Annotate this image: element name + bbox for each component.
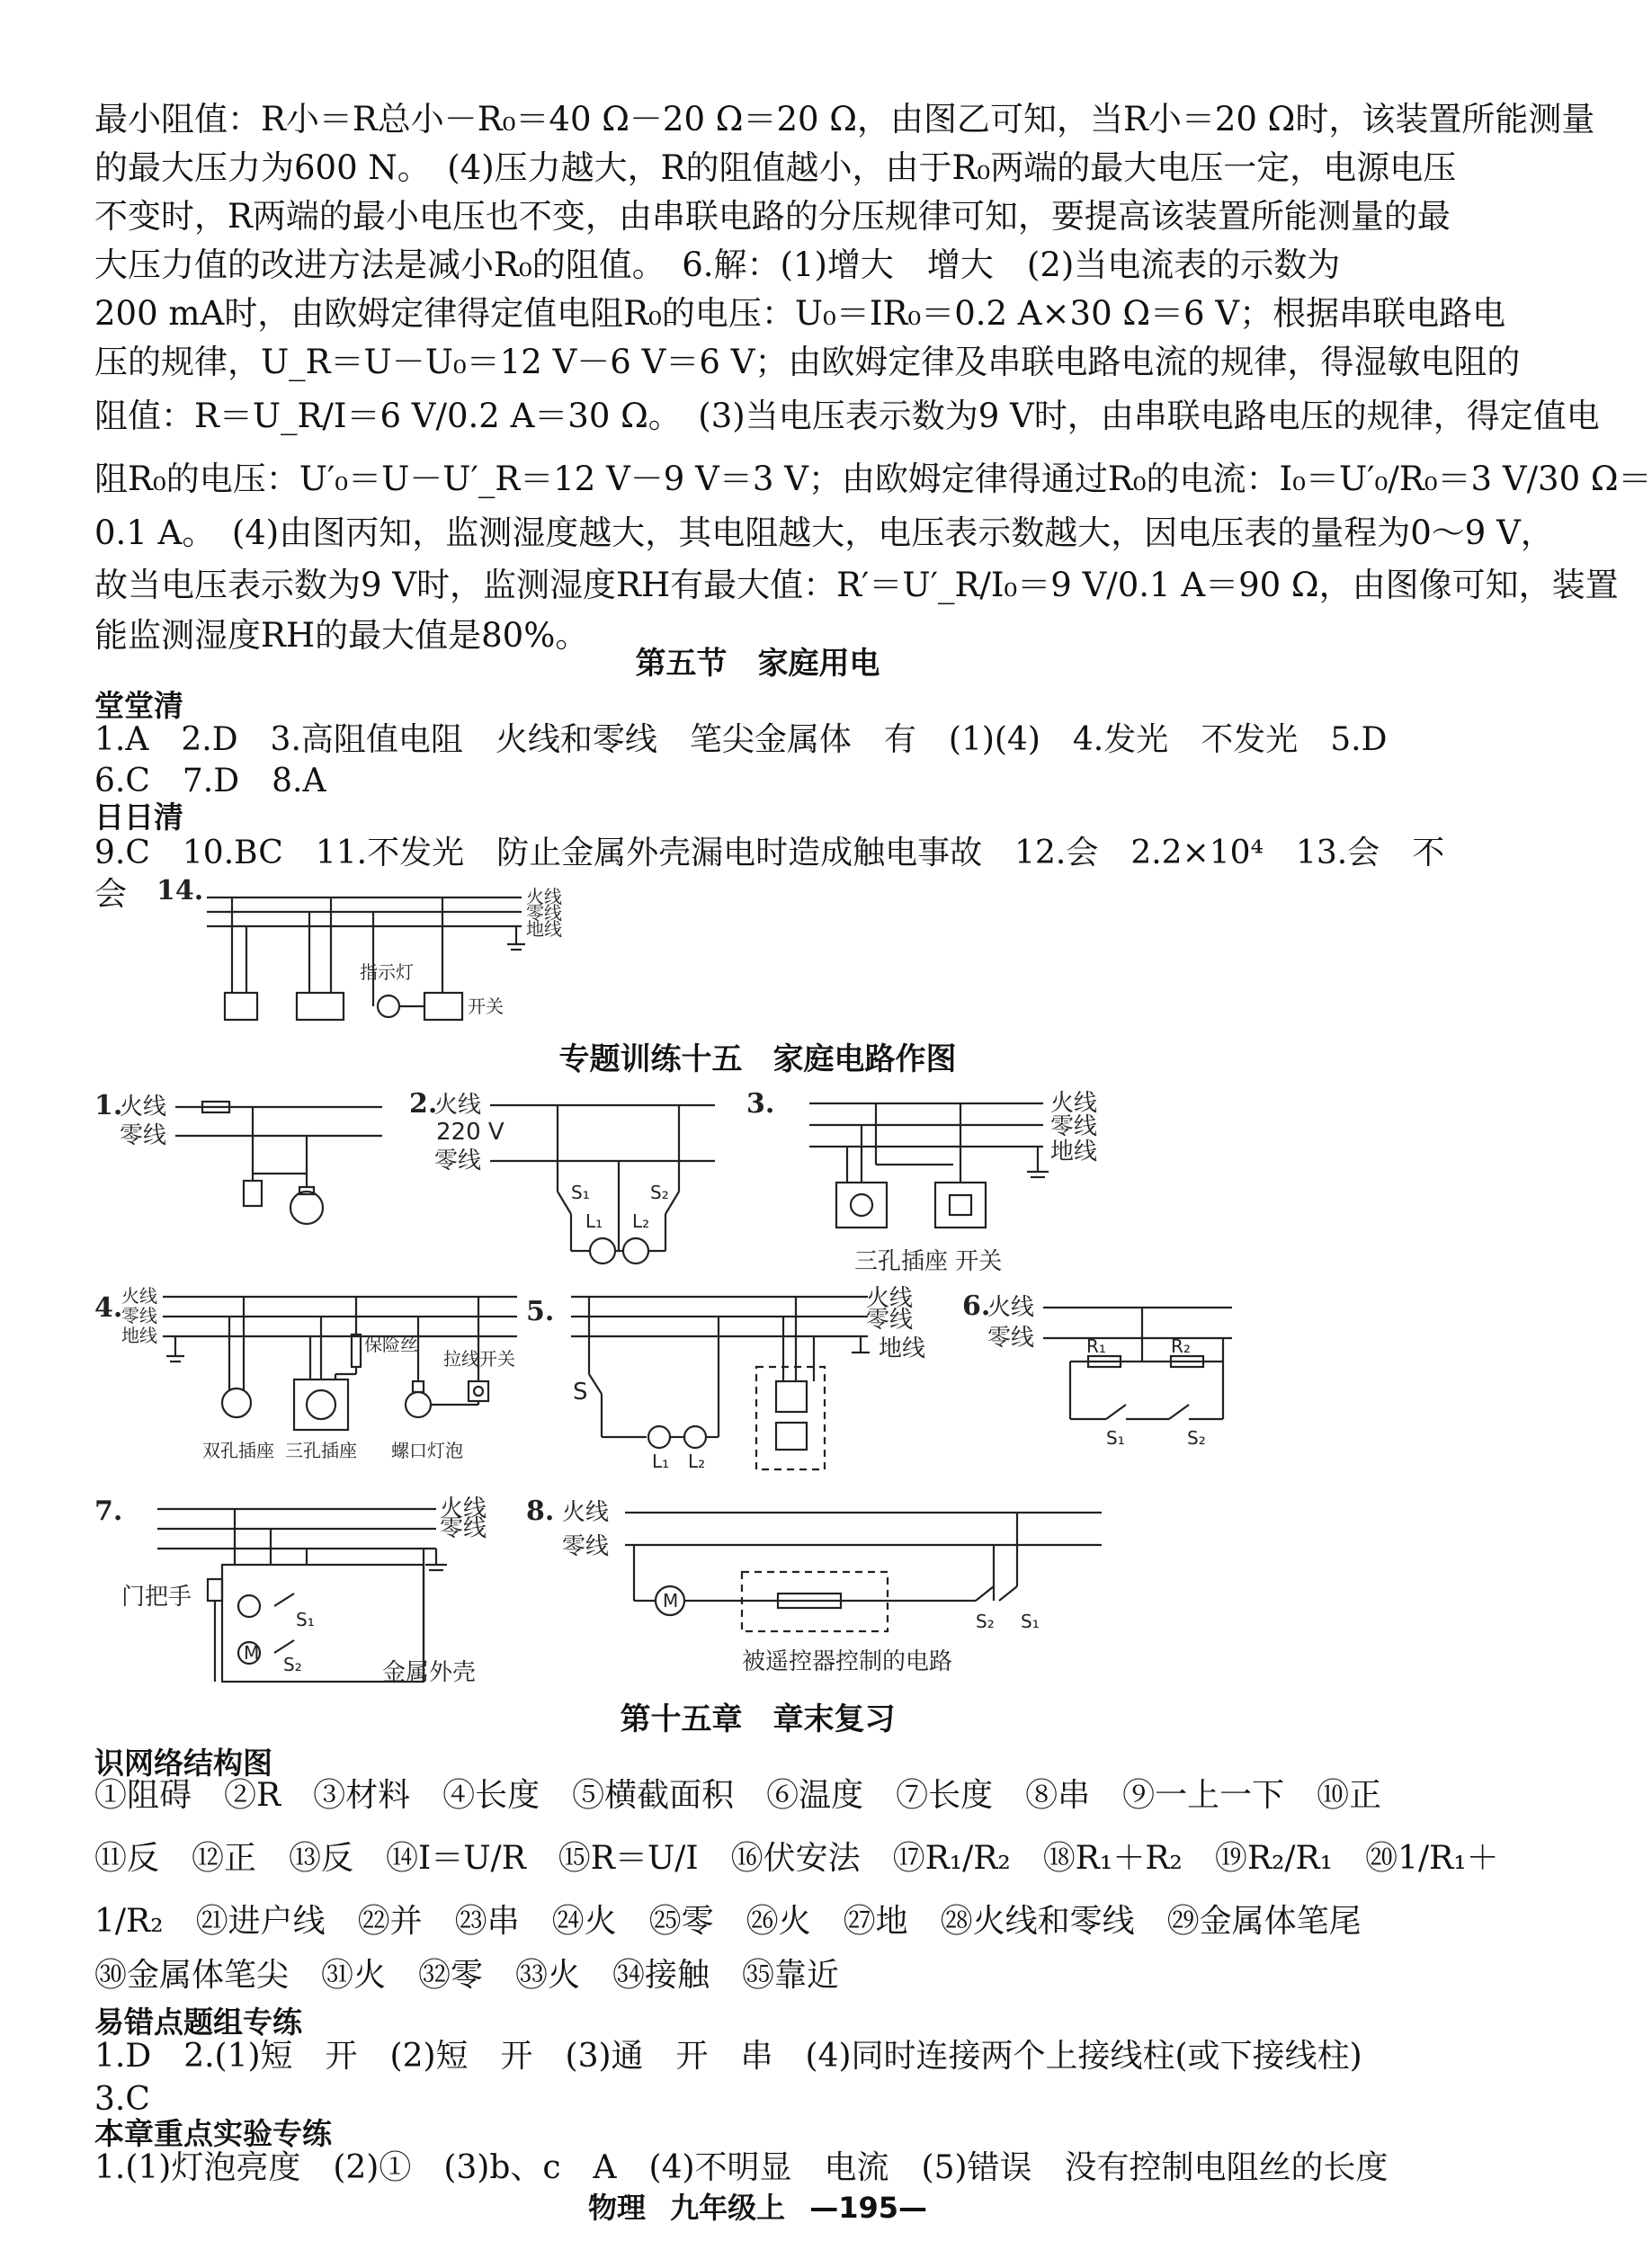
solution-line: 阻值：R＝U_R/I＝6 V/0.2 A＝30 Ω。 (3)当电压表示数为9 V时，由串联电路电压的规律，得定值电 — [94, 397, 1600, 435]
diagram-number: 6. — [962, 1290, 991, 1322]
circuit-diagram-6 — [962, 1284, 1250, 1482]
solution-line: 200 mA时，由欧姆定律得定值电阻R₀的电压：U₀＝IR₀＝0.2 A×30 Ω＝6 V；根据串联电路电 — [94, 294, 1506, 333]
caption-screw-bulb: 螺口灯泡 — [391, 1440, 463, 1461]
page-footer — [0, 2185, 1515, 2227]
diagram-number: 8. — [526, 1496, 555, 1527]
fire-wire-label: 火线 — [434, 1092, 482, 1119]
motor-label: M — [663, 1590, 679, 1612]
fire-wire-label: 火线 — [121, 1285, 157, 1307]
lamp-l1-label: L₁ — [585, 1210, 603, 1232]
ground-wire-label: 地线 — [526, 918, 562, 940]
zero-wire-label: 零线 — [562, 1533, 610, 1560]
diagram-number: 2. — [409, 1088, 438, 1120]
resistor-r2-label: R₂ — [1171, 1335, 1191, 1357]
section-title: 第五节 家庭用电 — [635, 646, 880, 682]
answer-line: 9.C 10.BC 11.不发光 防止金属外壳漏电时造成触电事故 12.会 2.2×10⁴ 13.会 不 — [94, 835, 1445, 871]
voltage-label: 220 V — [436, 1119, 505, 1146]
switch-s1-label: S₁ — [571, 1182, 590, 1203]
fire-wire-label: 火线 — [120, 1094, 167, 1121]
solution-line: 大压力值的改进方法是减小R₀的阻值。 6.解：(1)增大 增大 (2)当电流表的示数为 — [94, 246, 1341, 284]
page-number: —195— — [809, 2191, 928, 2225]
subsection-label: 易错点题组专练 — [94, 2004, 302, 2040]
solution-line: 阻R₀的电压：U′₀＝U－U′_R＝12 V－9 V＝3 V；由欧姆定律得通过R₀的电流：I₀＝U′₀/R₀＝3 V/30 Ω＝ — [94, 460, 1652, 498]
subsection-label: 堂堂清 — [94, 688, 183, 723]
zero-wire-label: 零线 — [121, 1305, 157, 1326]
indicator-label: 指示灯 — [360, 961, 414, 983]
section-title: 第十五章 章末复习 — [620, 1701, 896, 1737]
ground-wire-label: 地线 — [121, 1325, 157, 1346]
switch-s2-label: S₂ — [1187, 1427, 1206, 1449]
switch-s2-label: S₂ — [650, 1182, 669, 1203]
motor-label: M — [244, 1642, 260, 1664]
fire-wire-label: 火线 — [440, 1496, 487, 1522]
diagram-caption: 三孔插座 开关 — [854, 1248, 1003, 1275]
answer-line: ⑪反 ⑫正 ⑬反 ⑭I＝U/R ⑮R＝U/I ⑯伏安法 ⑰R₁/R₂ ⑱R₁＋R₂ ⑲R₂/R₁ ⑳1/R₁＋ — [94, 1840, 1499, 1877]
solution-line: 不变时，R两端的最小电压也不变，由串联电路的分压规律可知，要提高该装置所能测量的最 — [94, 197, 1451, 236]
solution-line: 能监测湿度RH的最大值是80%。 — [94, 616, 589, 655]
diagram-number: 14. — [156, 875, 204, 906]
circuit-diagram-14 — [153, 871, 621, 1032]
answer-line: 会 — [94, 876, 128, 913]
fire-wire-label: 火线 — [562, 1499, 610, 1526]
zero-wire-label: 零线 — [434, 1147, 482, 1174]
circuit-diagram-3 — [746, 1084, 1142, 1281]
circuit-diagram-7 — [94, 1493, 526, 1700]
answer-line: 6.C 7.D 8.A — [94, 763, 326, 799]
zero-wire-label: 零线 — [987, 1325, 1035, 1352]
switch-s2-label: S₂ — [976, 1611, 995, 1632]
answer-line: 1.A 2.D 3.高阻值电阻 火线和零线 笔尖金属体 有 (1)(4) 4.发光 不发光 5.D — [94, 721, 1388, 758]
resistor-r1-label: R₁ — [1086, 1335, 1106, 1357]
fire-wire-label: 火线 — [526, 886, 562, 907]
switch-s1-label: S₁ — [1021, 1611, 1040, 1632]
subsection-label: 本章重点实验专练 — [94, 2116, 332, 2151]
solution-line: 压的规律，U_R＝U－U₀＝12 V－6 V＝6 V；由欧姆定律及串联电路电流的规律，得湿敏电阻的 — [94, 343, 1521, 381]
answer-line: 1.D 2.(1)短 开 (2)短 开 (3)通 开 串 (4)同时连接两个上接线柱(或下接线柱) — [94, 2038, 1362, 2075]
solution-line: 故当电压表示数为9 V时，监测湿度RH有最大值：R′＝U′_R/I₀＝9 V/0.1 A＝90 Ω，由图像可知，装置 — [94, 566, 1619, 604]
caption-three-hole: 三孔插座 — [285, 1440, 357, 1461]
door-handle-label: 门把手 — [121, 1584, 192, 1611]
switch-s1-label: S₁ — [1106, 1427, 1125, 1449]
ground-wire-label: 地线 — [879, 1335, 926, 1362]
circuit-diagram-2 — [409, 1084, 733, 1281]
metal-shell-label: 金属外壳 — [382, 1659, 477, 1686]
lamp-l2-label: L₂ — [688, 1451, 706, 1472]
answer-line: ①阻碍 ②R ③材料 ④长度 ⑤横截面积 ⑥温度 ⑦长度 ⑧串 ⑨一上一下 ⑩正 — [94, 1777, 1382, 1814]
switch-s-label: S — [573, 1379, 588, 1406]
footer-grade: 九年级上 — [670, 2191, 786, 2225]
answer-line: 3.C — [94, 2081, 150, 2118]
fire-wire-label: 火线 — [1050, 1090, 1098, 1117]
diagram-number: 1. — [94, 1090, 123, 1121]
answer-line: 1/R₂ ㉑进户线 ㉒并 ㉓串 ㉔火 ㉕零 ㉖火 ㉗地 ㉘火线和零线 ㉙金属体笔尾 — [94, 1903, 1362, 1940]
zero-wire-label: 零线 — [1050, 1113, 1098, 1140]
caption-two-hole: 双孔插座 — [202, 1440, 274, 1461]
circuit-diagram-4 — [94, 1284, 535, 1482]
footer-subject: 物理 — [587, 2191, 646, 2225]
zero-wire-label: 零线 — [526, 902, 562, 924]
switch-s1-label: S₁ — [296, 1609, 315, 1630]
section-title: 专题训练十五 家庭电路作图 — [558, 1041, 957, 1077]
lamp-l1-label: L₁ — [652, 1451, 670, 1472]
lamp-l2-label: L₂ — [632, 1210, 650, 1232]
diagram-number: 3. — [746, 1088, 775, 1120]
answer-line: ㉚金属体笔尖 ㉛火 ㉜零 ㉝火 ㉞接触 ㉟靠近 — [94, 1957, 840, 1994]
zero-wire-label: 零线 — [440, 1515, 487, 1542]
fire-wire-label: 火线 — [866, 1285, 914, 1312]
zero-wire-label: 零线 — [120, 1122, 167, 1149]
switch-s2-label: S₂ — [283, 1654, 302, 1675]
solution-line: 最小阻值：R小＝R总小－R₀＝40 Ω－20 Ω＝20 Ω，由图乙可知，当R小＝20 Ω时，该装置所能测量 — [94, 100, 1595, 138]
solution-line: 0.1 A。 (4)由图丙知，监测湿度越大，其电阻越大，电压表示数越大，因电压表的量程为0～9 V， — [94, 513, 1554, 552]
diagram-number: 4. — [94, 1292, 123, 1324]
answer-line: 1.(1)灯泡亮度 (2)① (3)b、c A (4)不明显 电流 (5)错误 没有控制电阻丝的长度 — [94, 2149, 1389, 2186]
ground-wire-label: 地线 — [1050, 1138, 1098, 1165]
subsection-label: 识网络结构图 — [94, 1746, 272, 1781]
diagram-number: 5. — [526, 1296, 555, 1327]
subsection-label: 日日清 — [94, 799, 183, 835]
switch-label: 开关 — [468, 996, 504, 1017]
pull-switch-label: 拉线开关 — [443, 1348, 515, 1370]
zero-wire-label: 零线 — [866, 1307, 914, 1334]
solution-line: 的最大压力为600 N。 (4)压力越大，R的阻值越小，由于R₀两端的最大电压一定，电源电压 — [94, 148, 1457, 187]
circuit-diagram-5 — [526, 1284, 958, 1491]
fire-wire-label: 火线 — [987, 1294, 1035, 1321]
circuit-diagram-1 — [94, 1084, 400, 1246]
fuse-label: 保险丝 — [364, 1334, 418, 1355]
diagram-number: 7. — [94, 1496, 123, 1527]
diagram-caption: 被遥控器控制的电路 — [742, 1648, 953, 1675]
circuit-diagram-8 — [526, 1493, 1120, 1700]
